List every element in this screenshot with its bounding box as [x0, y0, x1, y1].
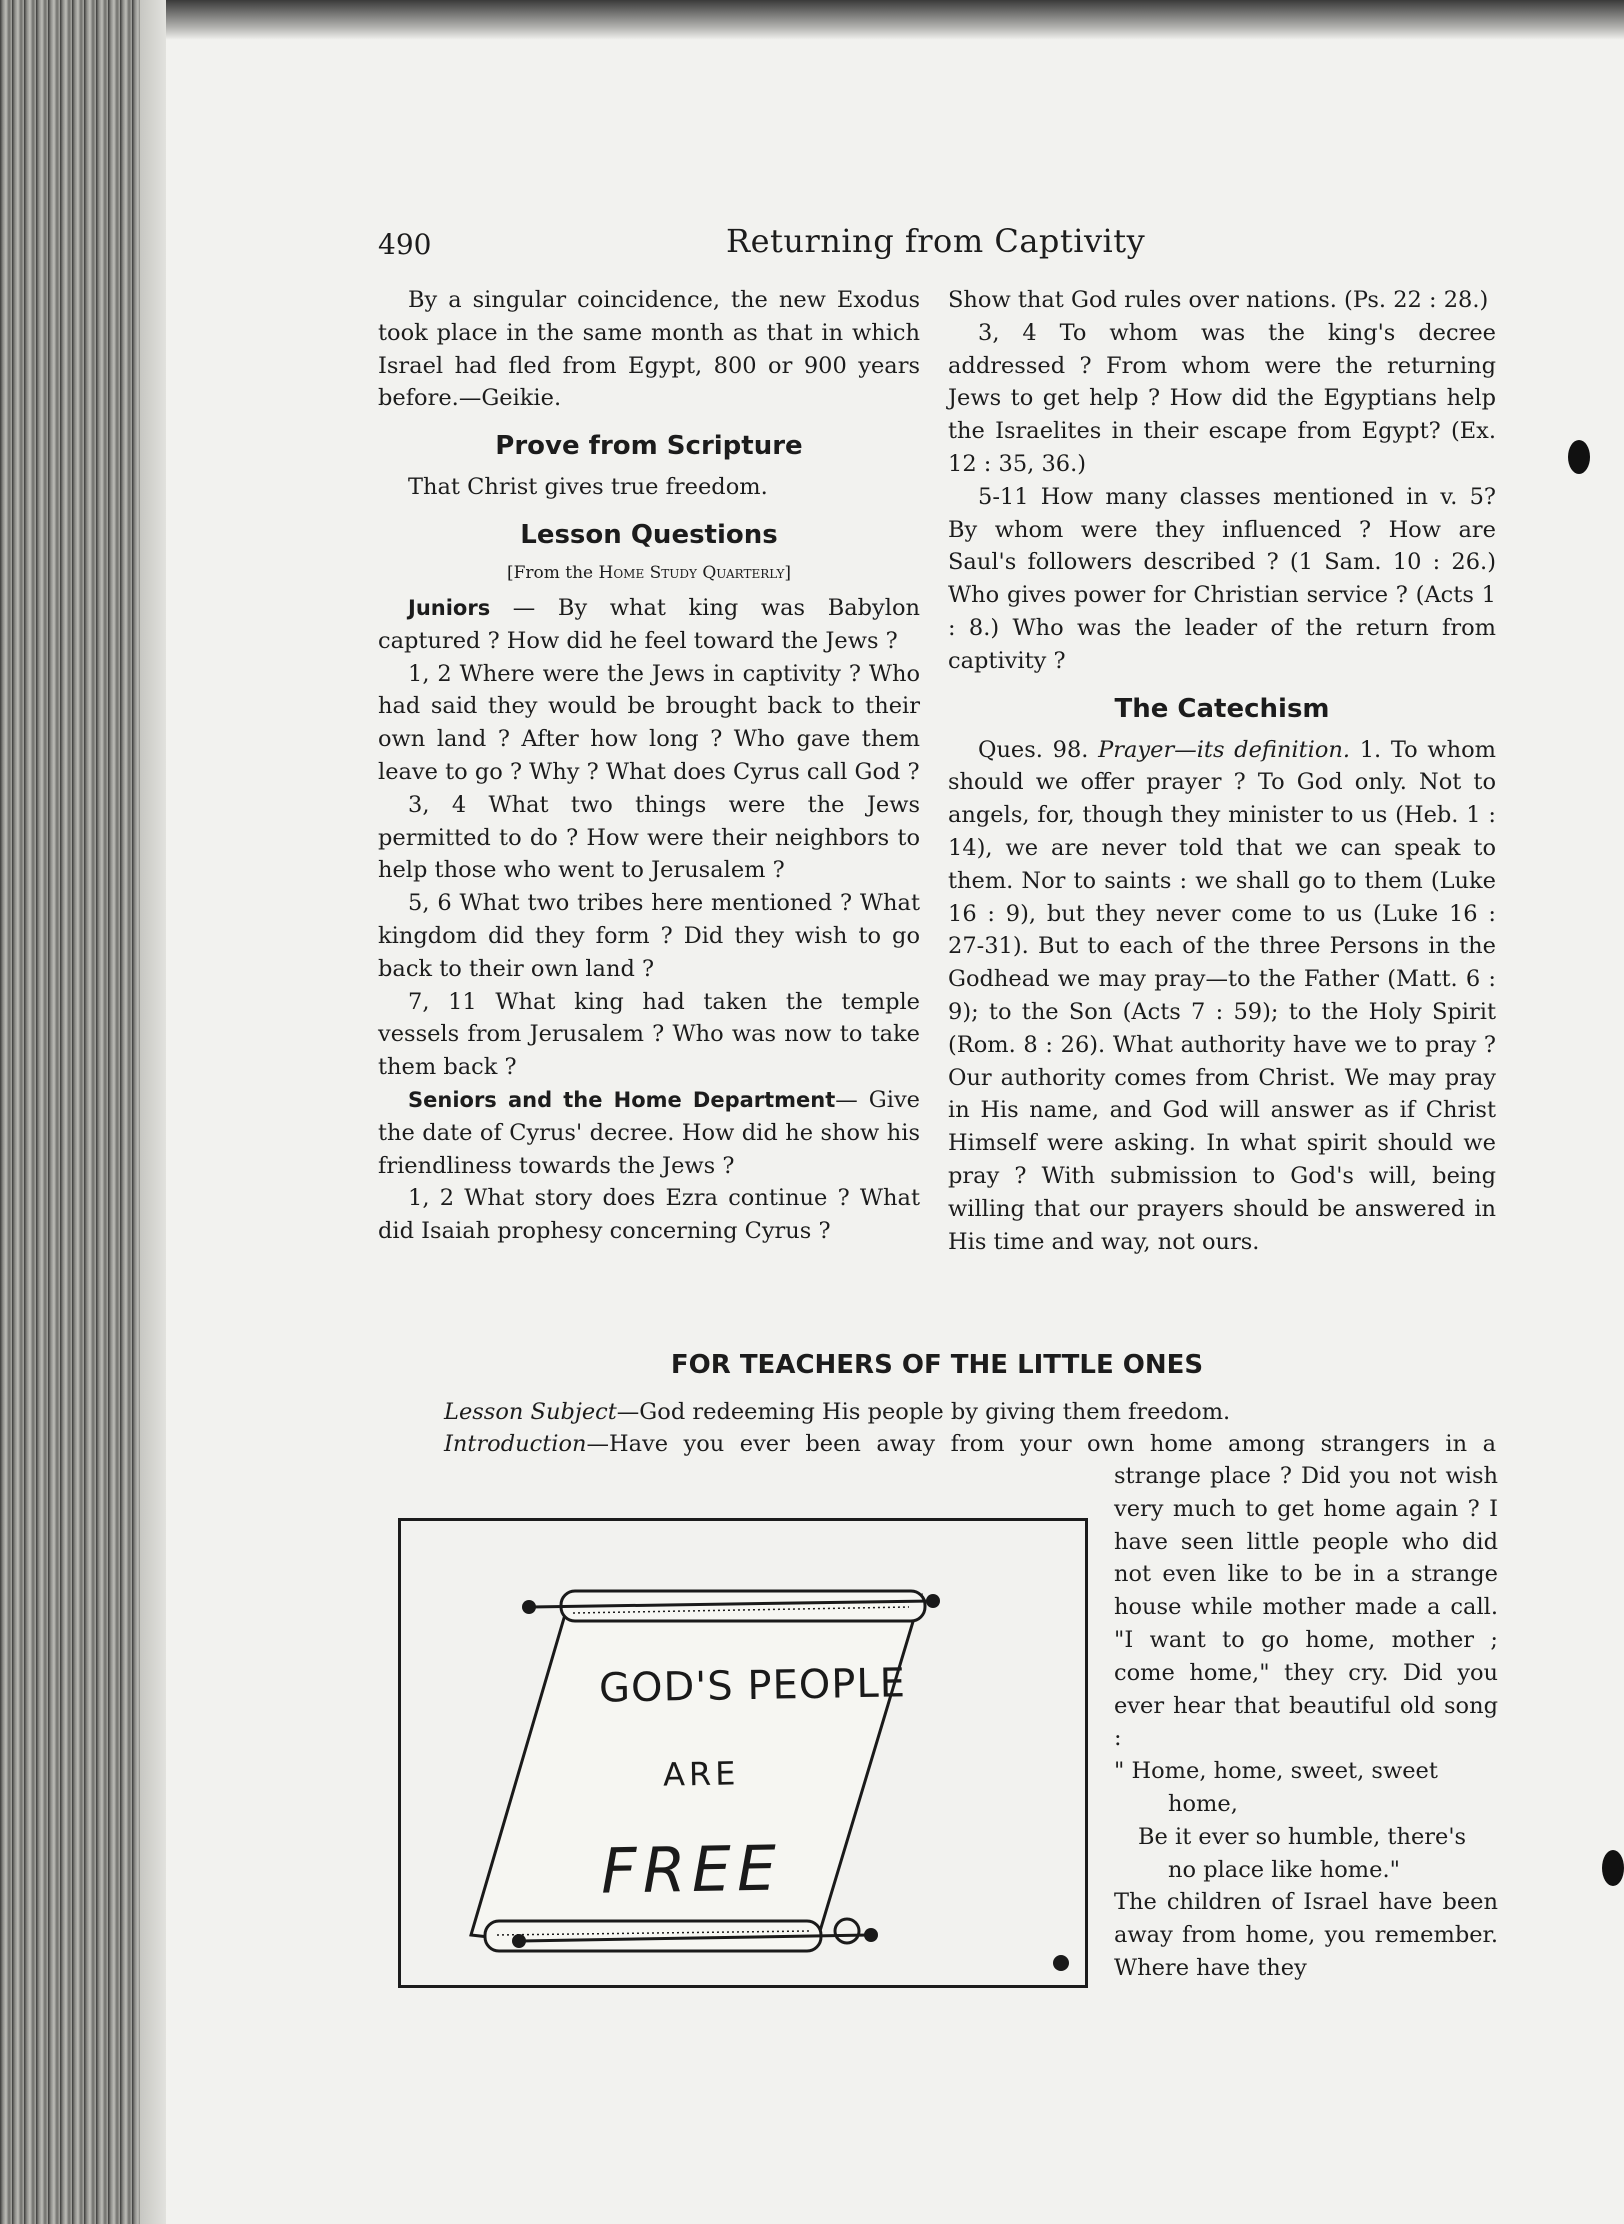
poem-line-3: Be it ever so humble, there's — [1138, 1823, 1467, 1850]
question-3-4: 3, 4 What two things were the Jews permitted to do ? How were their neighbors to help those who went to Jerusalem ? — [378, 791, 920, 884]
question-7-11: 7, 11 What king had taken the temple vessels from Jerusalem ? Who was now to take them back ? — [378, 988, 920, 1081]
poem-line-4: no place like home." — [1168, 1856, 1400, 1883]
teachers-title: FOR TEACHERS OF THE LITTLE ONES — [670, 1350, 1204, 1380]
lesson-subject-text: —God redeeming His people by giving them freedom. — [616, 1399, 1231, 1425]
seniors-label: Seniors and the Home Department — [408, 1087, 836, 1112]
scroll-drawing — [401, 1521, 1085, 1985]
source-note — [378, 560, 920, 586]
scroll-line-2: ARE — [662, 1754, 740, 1794]
prove-text: That Christ gives true freedom. — [408, 474, 768, 501]
introduction-continued: strange place ? Did you not wish very much to get home again ? I have seen little people who did not even like to be in a strange house while mother made a call. "I want to go home, mother ; come home," they cry. Did you ever hear that beautiful old song : — [1114, 1463, 1498, 1752]
source-note-suffix: ] — [784, 562, 792, 583]
right-question-5-11: 5-11 How many classes mentioned in v. 5? By whom were they influenced ? How are Saul's followers described ? (1 Sam. 10 : 26.) Who gives power for Christian service ? (Acts 1 : 8.) Who was the leader of the return from captivity ? — [948, 483, 1496, 674]
juniors-text: — By what king was Babylon captured ? How did he feel toward the Jews ? — [378, 594, 920, 654]
right-column — [948, 284, 1496, 1258]
punch-hole-bottom — [1602, 1850, 1624, 1886]
right-question-3-4: 3, 4 To whom was the king's decree addressed ? From whom were the returning Jews to get help ? How did the Egyptians help the Israelites in their escape from Egypt? (Ex. 12 : 35, 36.) — [948, 319, 1496, 477]
introduction-text: —Have you ever been away from your own home among strangers in a — [586, 1431, 1496, 1457]
scroll-illustration — [398, 1518, 1088, 1988]
question-1-2: 1, 2 Where were the Jews in captivity ? Who had said they would be brought back to their own land ? After how long ? Who gave them leave to go ? Why ? What does Cyrus call God ? — [378, 660, 920, 785]
intro-paragraph: By a singular coincidence, the new Exodus took place in the same month as that in which Israel had fled from Egypt, 800 or 900 years before.—Geikie. — [378, 287, 920, 412]
catechism-text: 1. To whom should we offer prayer ? To God only. Not to angels, for, though they minister to us (Heb. 1 : 14), we are never told that we can speak to them. Nor to saints : we shall go to them (Luke 16 : 9), but they never come to us (Luke 16 : 27-31). But to each of the three Persons in the Godhead we may pray—to the Father (Matt. 6 : 9); to the Son (Acts 7 : 59); to the Holy Spirit (Rom. 8 : 26). What authority have we to pray ? Our authority comes from Christ. We may pray in His name, and God will answer as if Christ Himself were asking. In what spirit should we pray ? With submission to God's will, being willing that our prayers should be answered in His time and way, not ours. — [948, 736, 1496, 1255]
prove-heading: Prove from Scripture — [495, 431, 803, 462]
lesson-subject-label: Lesson Subject — [444, 1399, 617, 1425]
continued-question: Show that God rules over nations. (Ps. 22 : 28.) — [948, 287, 1489, 313]
punch-hole-top — [1568, 440, 1590, 474]
seniors-text: — Give the date of Cyrus' decree. How did he show his friendliness towards the Jews ? — [378, 1086, 920, 1179]
catechism-heading: The Catechism — [1114, 693, 1330, 724]
scroll-line-3: FREE — [600, 1831, 783, 1908]
seniors-paragraph — [378, 1084, 920, 1182]
book-spine-edge — [0, 0, 170, 2224]
running-header — [378, 222, 1488, 262]
source-note-prefix: [From the — [506, 562, 599, 583]
catechism-ques: Ques. 98. — [978, 736, 1099, 763]
seniors-question-1-2: 1, 2 What story does Ezra continue ? What did Isaiah prophesy concerning Cyrus ? — [378, 1185, 920, 1245]
running-title: Returning from Captivity — [726, 222, 1146, 260]
juniors-paragraph — [378, 592, 920, 658]
lesson-subject — [444, 1396, 1494, 1428]
juniors-label: Juniors — [408, 595, 491, 620]
question-5-6: 5, 6 What two tribes here mentioned ? What kingdom did they form ? Did they wish to go back to their own land ? — [378, 890, 920, 982]
teachers-right-text — [1114, 1460, 1498, 1985]
page-top-shadow — [166, 0, 1624, 40]
closing-paragraph: The children of Israel have been away from home, you remember. Where have they — [1114, 1889, 1498, 1981]
left-column — [378, 284, 920, 1248]
poem-line-1: " Home, home, sweet, sweet — [1114, 1758, 1438, 1785]
scroll-line-1: GOD'S PEOPLE — [598, 1660, 907, 1712]
introduction-line — [444, 1428, 1496, 1460]
poem-line-2: home, — [1168, 1790, 1238, 1817]
lesson-questions-heading: Lesson Questions — [520, 519, 778, 550]
source-note-title: Home Study Quarterly — [598, 562, 785, 583]
page-number: 490 — [378, 228, 432, 261]
catechism-topic: Prayer—its definition. — [1098, 736, 1351, 763]
catechism-paragraph — [948, 734, 1496, 1259]
introduction-label: Introduction — [444, 1431, 587, 1457]
